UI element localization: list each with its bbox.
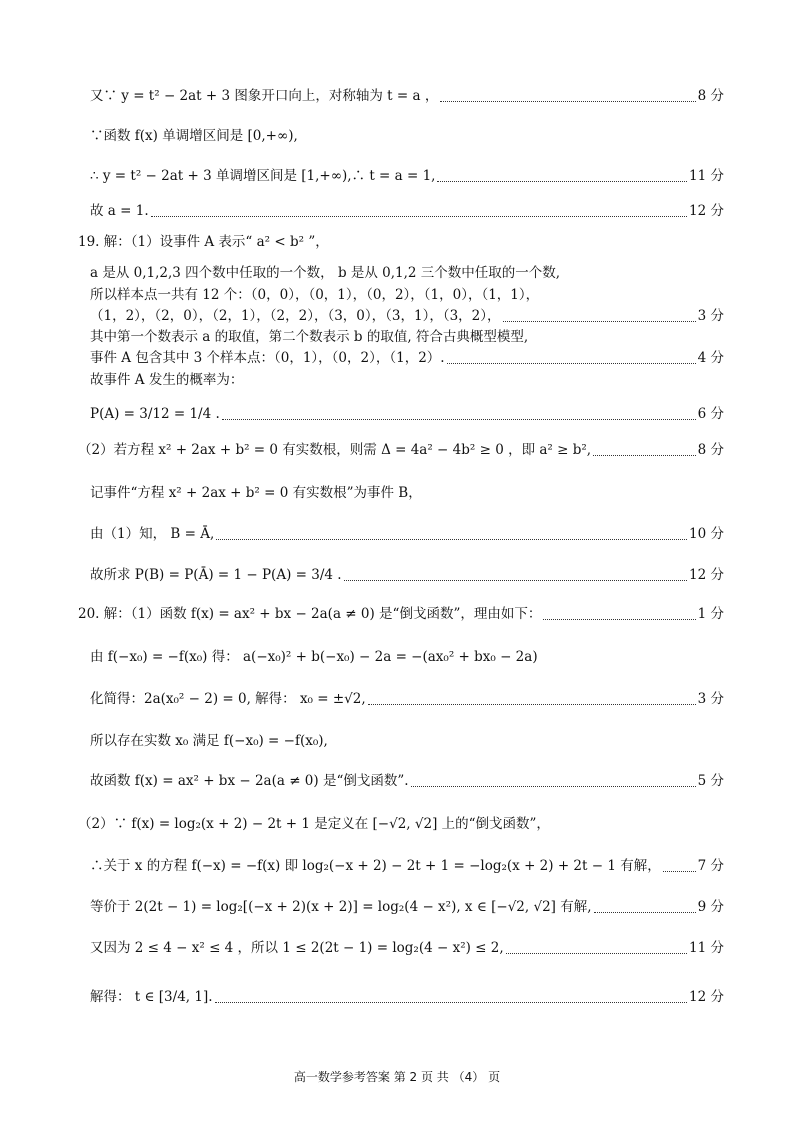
leader-dots bbox=[447, 363, 696, 364]
line-text: 故所求 P(B) = P(Ā) = 1 − P(A) = 3/4 . bbox=[90, 567, 342, 584]
score-mark: 11 分 bbox=[689, 940, 724, 957]
solution-line bbox=[90, 897, 724, 919]
solution-line bbox=[90, 285, 724, 307]
problem-20-part-2 bbox=[78, 814, 724, 836]
solution-line bbox=[90, 647, 724, 669]
score-mark: 10 分 bbox=[689, 526, 724, 543]
problem-19-part-2 bbox=[78, 440, 724, 462]
score-mark: 4 分 bbox=[697, 350, 724, 367]
solution-line bbox=[90, 483, 724, 505]
line-text: （2）若方程 x² + 2ax + b² = 0 有实数根，则需 Δ = 4a² − 4b² ≥ 0 ，即 a² ≥ b², bbox=[78, 442, 592, 459]
solution-line bbox=[90, 370, 724, 392]
line-text: 由 f(−x₀) = −f(x₀) 得： a(−x₀)² + b(−x₀) − 2a = −(ax₀² + bx₀ − 2a) bbox=[90, 649, 538, 666]
line-text: ∴关于 x 的方程 f(−x) = −f(x) 即 log₂(−x + 2) − 2t + 1 = −log₂(x + 2) + 2t − 1 有解， bbox=[90, 858, 661, 875]
line-text: 事件 A 包含其中 3 个样本点：（0，1），（0，2），（1，2）. bbox=[90, 350, 445, 367]
line-text: P(A) = 3/12 = 1/4 . bbox=[90, 406, 220, 423]
score-mark: 8 分 bbox=[697, 442, 724, 459]
score-mark: 7 分 bbox=[697, 858, 724, 875]
line-text: 由（1）知， B = Ā, bbox=[90, 526, 215, 543]
solution-line bbox=[90, 400, 724, 430]
score-mark: 9 分 bbox=[697, 899, 724, 916]
score-mark: 3 分 bbox=[697, 308, 724, 325]
solution-line bbox=[90, 731, 724, 753]
line-text: 20. 解：（1）函数 f(x) = ax² + bx − 2a(a ≠ 0) 是“倒戈函数”，理由如下： bbox=[78, 606, 542, 623]
leader-dots bbox=[411, 786, 696, 787]
solution-line bbox=[90, 524, 724, 546]
score-mark: 3 分 bbox=[697, 691, 724, 708]
line-text: 又∵ y = t² − 2at + 3 图象开口向上，对称轴为 t = a ， bbox=[90, 88, 439, 105]
leader-dots bbox=[215, 1002, 688, 1003]
line-text: （2）∵ f(x) = log₂(x + 2) − 2t + 1 是定义在 [−√2, √2] 上的“倒戈函数”， bbox=[78, 816, 550, 833]
leader-dots bbox=[222, 419, 696, 420]
line-text: 故事件 A 发生的概率为： bbox=[90, 372, 244, 389]
line-text: 19. 解：（1）设事件 A 表示“ a² < b² ”， bbox=[78, 234, 329, 251]
score-mark: 1 分 bbox=[697, 606, 724, 623]
leader-dots bbox=[594, 912, 696, 913]
line-text: （1，2），（2，0），（2，1），（2，2），（3，0），（3，1），（3，2）， bbox=[90, 308, 501, 325]
score-mark: 6 分 bbox=[697, 406, 724, 423]
line-text: 其中第一个数表示 a 的取值，第二个数表示 b 的取值, 符合古典概型模型, bbox=[90, 329, 529, 346]
solution-line bbox=[90, 327, 724, 349]
solution-line bbox=[90, 856, 724, 878]
solution-line bbox=[90, 348, 724, 370]
score-mark: 12 分 bbox=[689, 989, 724, 1006]
leader-dots bbox=[151, 216, 687, 217]
line-text: 化简得：2a(x₀² − 2) = 0, 解得： x₀ = ±√2, bbox=[90, 691, 366, 708]
leader-dots bbox=[368, 704, 696, 705]
line-text: 等价于 2(2t − 1) = log₂[(−x + 2)(x + 2)] = log₂(4 − x²), x ∈ [−√2, √2] 有解, bbox=[90, 899, 592, 916]
score-mark: 8 分 bbox=[697, 88, 724, 105]
page-footer: 高一数学参考答案 第 2 页 共 （4） 页 bbox=[293, 1070, 501, 1084]
line-text: 所以样本点一共有 12 个：（0，0），（0，1），（0，2），（1，0），（1，1）， bbox=[90, 287, 540, 304]
score-mark: 12 分 bbox=[689, 203, 724, 220]
score-mark: 11 分 bbox=[689, 168, 724, 185]
leader-dots bbox=[437, 181, 687, 182]
leader-dots bbox=[440, 101, 695, 102]
line-text: ∴ y = t² − 2at + 3 单调增区间是 [1,+∞),∴ t = a = 1, bbox=[90, 168, 436, 185]
line-text: 解得： t ∈ [3/4, 1]. bbox=[90, 989, 213, 1006]
solution-line bbox=[90, 689, 724, 711]
line-text: 所以存在实数 x₀ 满足 f(−x₀) = −f(x₀), bbox=[90, 733, 328, 750]
solution-line bbox=[90, 983, 724, 1013]
line-text: a 是从 0,1,2,3 四个数中任取的一个数， b 是从 0,1,2 三个数中任取的一个数, bbox=[90, 265, 561, 282]
leader-dots bbox=[506, 953, 687, 954]
solution-line bbox=[90, 86, 724, 108]
leader-dots bbox=[593, 455, 696, 456]
problem-20-heading bbox=[78, 604, 724, 626]
leader-dots bbox=[503, 321, 696, 322]
line-text: ∵函数 f(x) 单调增区间是 [0,+∞), bbox=[90, 128, 298, 145]
line-text: 故函数 f(x) = ax² + bx − 2a(a ≠ 0) 是“倒戈函数”. bbox=[90, 773, 409, 790]
line-text: 故 a = 1. bbox=[90, 203, 149, 220]
leader-dots bbox=[543, 619, 695, 620]
problem-19-heading bbox=[78, 232, 724, 254]
score-mark: 12 分 bbox=[689, 567, 724, 584]
line-text: 记事件“方程 x² + 2ax + b² = 0 有实数根”为事件 B， bbox=[90, 485, 422, 502]
solution-line bbox=[90, 166, 724, 188]
solution-line bbox=[90, 201, 724, 223]
solution-line bbox=[90, 771, 724, 793]
solution-line bbox=[90, 263, 724, 285]
solution-line bbox=[90, 938, 724, 960]
solution-line bbox=[90, 562, 724, 590]
leader-dots bbox=[216, 539, 687, 540]
line-text: 又因为 2 ≤ 4 − x² ≤ 4 ，所以 1 ≤ 2(2t − 1) = log₂(4 − x²) ≤ 2, bbox=[90, 940, 504, 957]
solution-line bbox=[90, 126, 724, 148]
leader-dots bbox=[663, 871, 696, 872]
solution-line bbox=[90, 306, 724, 328]
leader-dots bbox=[344, 580, 687, 581]
score-mark: 5 分 bbox=[697, 773, 724, 790]
